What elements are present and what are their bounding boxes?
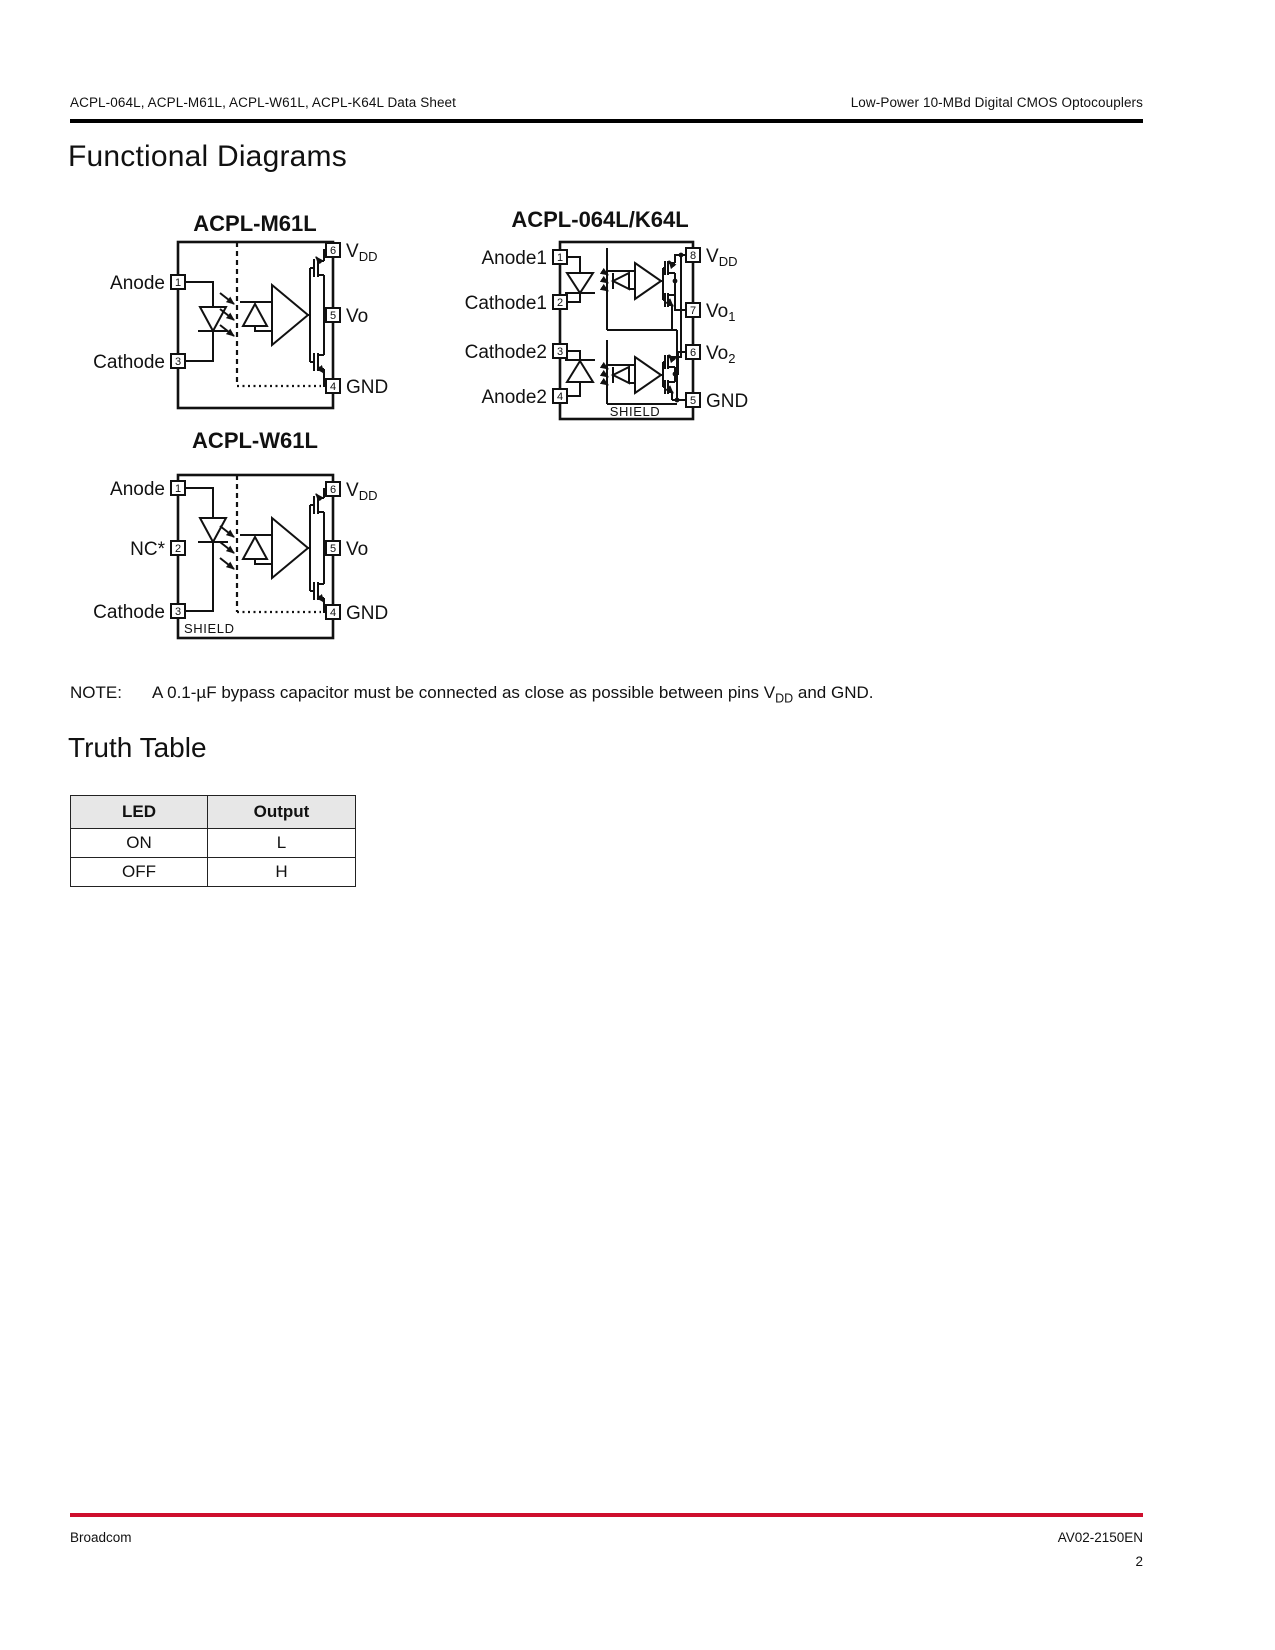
junction-dot (679, 253, 684, 258)
table-row (71, 858, 356, 887)
pin-label: Anode1 (481, 248, 547, 269)
note-text: A 0.1-µF bypass capacitor must be connected as close as possible between pins $V_{DD}$ and GND. (152, 683, 874, 706)
column-header-led: LED (71, 796, 208, 829)
pin-label: GND (346, 603, 389, 624)
shield-label: SHIELD (609, 404, 661, 419)
pin-number: 2 (174, 543, 182, 555)
pin-label: Vo (346, 306, 369, 327)
acpl-m61l-diagram (70, 190, 420, 415)
pin-number: 6 (689, 347, 697, 359)
pin-number: 2 (556, 297, 564, 309)
nmos-transistor (314, 353, 324, 373)
cell-led-state: ON (71, 829, 208, 858)
footer-brand: Broadcom (70, 1530, 132, 1545)
nmos-transistor (314, 582, 324, 602)
header-left-text: ACPL-064L, ACPL-M61L, ACPL-W61L, ACPL-K64L Data Sheet (70, 95, 457, 110)
pin-number: 6 (329, 245, 337, 257)
truth-table-heading: Truth Table (68, 732, 207, 763)
pin-number: 1 (174, 277, 182, 289)
photodiode-symbol (240, 302, 272, 331)
pin-label: $Vo_2$ (706, 343, 736, 366)
pin-number: 1 (174, 483, 182, 495)
pmos-transistor (314, 494, 324, 514)
acpl-w61l-diagram (70, 415, 420, 645)
pin-label: $V_{DD}$ (706, 246, 738, 269)
pin-number: 3 (174, 606, 182, 618)
page-title: Functional Diagrams (68, 140, 347, 173)
nmos-transistor-ch2 (665, 380, 675, 394)
pin-number: 5 (689, 395, 697, 407)
amplifier2-symbol (635, 357, 661, 393)
pin-label: Anode (110, 479, 165, 500)
pin-label: $Vo_1$ (706, 301, 736, 324)
gate-wires (308, 268, 314, 362)
truth-table (70, 795, 356, 887)
light-emission-arrows (220, 526, 234, 569)
pin-label: NC* (130, 539, 165, 560)
note-label: NOTE: (70, 683, 122, 702)
junction-dot (673, 279, 678, 284)
table-row (71, 829, 356, 858)
pin-number: 6 (329, 484, 337, 496)
note-subscript: DD (775, 691, 794, 706)
footer-document-id: AV02-2150EN (1057, 1530, 1143, 1545)
pin-label: $V_{DD}$ (346, 480, 378, 503)
pin-label: Cathode (93, 602, 165, 623)
diagram-title: ACPL-W61L (192, 428, 318, 453)
pin-number: 5 (329, 310, 337, 322)
footer-rule (70, 1513, 1143, 1517)
bypass-capacitor-note (70, 683, 873, 705)
pin-number: 1 (556, 252, 564, 264)
photodiode1-symbol (607, 271, 635, 289)
acpl-064l-k64l-diagram (425, 188, 795, 433)
pin-label: Cathode2 (464, 342, 547, 363)
table-header-row (71, 796, 356, 829)
junction-dot (675, 398, 680, 403)
pin-label: GND (706, 391, 749, 412)
led-wires (185, 488, 213, 611)
amplifier1-symbol (635, 263, 661, 299)
pin-number: 4 (329, 381, 337, 393)
pin-number: 8 (689, 250, 697, 262)
pin-number: 5 (329, 543, 337, 555)
pin-number: 4 (329, 607, 337, 619)
pin-label: Vo (346, 539, 369, 560)
header-right-text: Low-Power 10-MBd Digital CMOS Optocouplers (850, 95, 1143, 110)
cell-led-state: OFF (71, 858, 208, 887)
amplifier-symbol (272, 518, 308, 578)
shield-label: SHIELD (184, 621, 235, 636)
pmos-transistor (314, 257, 324, 277)
gate-wires (308, 505, 314, 591)
pin-label: GND (346, 377, 389, 398)
pin-number: 3 (556, 346, 564, 358)
pin-number: 3 (174, 356, 182, 368)
column-header-output: Output (208, 796, 356, 829)
pin-label: Anode2 (481, 387, 547, 408)
footer-page-number: 2 (1135, 1554, 1143, 1569)
photodiode-symbol (240, 535, 272, 564)
amplifier-symbol (272, 285, 308, 345)
pin-label: $V_{DD}$ (346, 241, 378, 264)
header-rule (70, 119, 1143, 123)
pmos-transistor-ch1 (665, 261, 675, 275)
photodiode2-symbol (607, 365, 635, 383)
pin-number: 4 (556, 391, 564, 403)
pin-label: Cathode1 (464, 293, 547, 314)
cell-output-state: H (208, 858, 356, 887)
nmos-transistor-ch1 (665, 293, 675, 307)
cell-output-state: L (208, 829, 356, 858)
pmos-transistor-ch2 (665, 355, 675, 369)
diagram-title: ACPL-064L/K64L (511, 207, 689, 232)
junction-dot (673, 372, 678, 377)
diagram-title: ACPL-M61L (193, 211, 317, 236)
pin-label: Cathode (93, 352, 165, 373)
led2-symbol (565, 360, 595, 382)
led1-symbol (565, 273, 595, 293)
pin-label: Anode (110, 273, 165, 294)
pin-number: 7 (689, 305, 697, 317)
